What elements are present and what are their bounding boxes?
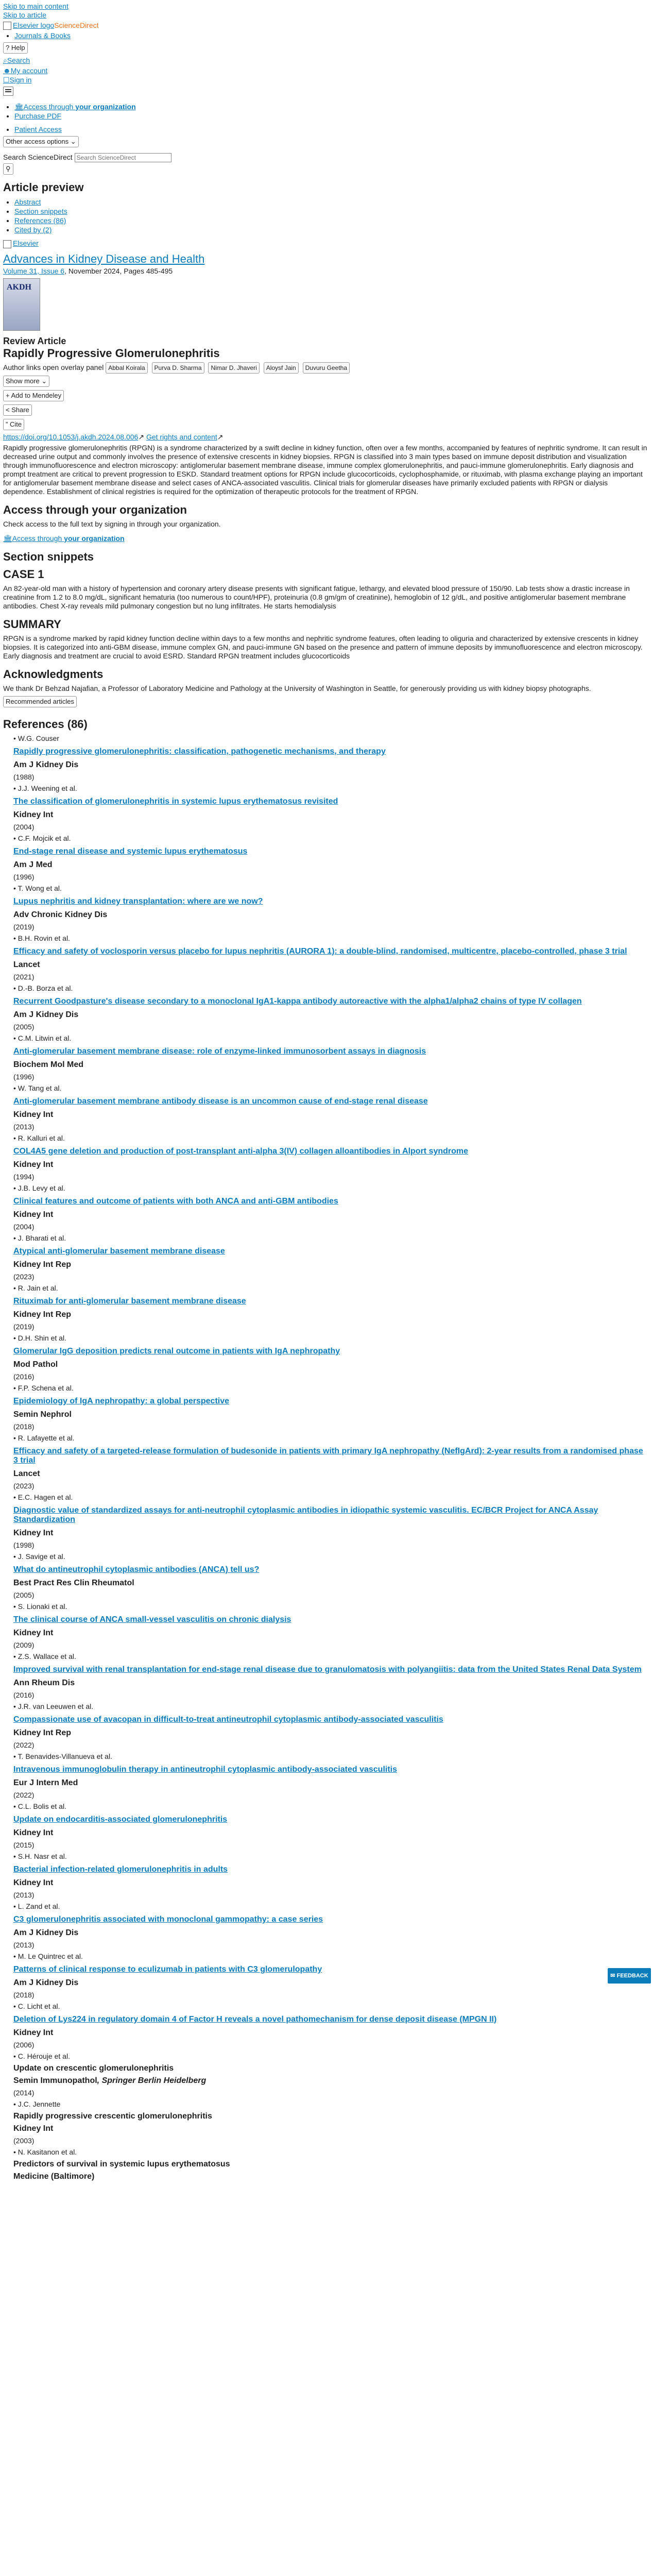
- reference-item: [13, 2002, 650, 2049]
- cite-row: [3, 418, 650, 431]
- reference-journal: [13, 2124, 650, 2133]
- reference-item: [13, 1602, 650, 1649]
- reference-title-link[interactable]: Clinical features and outcome of patients with both ANCA and anti-GBM antibodies: [13, 1196, 338, 1206]
- purchase-pdf-link[interactable]: Purchase PDF: [14, 112, 62, 121]
- reference-authors: • C.M. Litwin et al.: [13, 1034, 650, 1043]
- signin-label: Sign in: [9, 76, 32, 84]
- reference-journal: [13, 1310, 650, 1319]
- cite-label: Cite: [9, 420, 22, 428]
- reference-journal-name: Best Pract Res Clin Rheumatol: [13, 1578, 134, 1587]
- reference-title-link[interactable]: The clinical course of ANCA small-vessel vasculitis on chronic dialysis: [13, 1615, 291, 1624]
- reference-journal: [13, 1260, 650, 1269]
- reference-authors: • J. Savige et al.: [13, 1552, 650, 1561]
- reference-authors: • W.G. Couser: [13, 734, 650, 743]
- volume-link[interactable]: Volume 31, Issue 6: [3, 266, 65, 275]
- menu-icon[interactable]: [3, 87, 13, 96]
- skip-main-link[interactable]: Skip to main content: [3, 2, 68, 10]
- reference-title-link[interactable]: COL4A5 gene deletion and production of post-transplant anti-alpha 3(IV) collagen alloantibodies in Alport syndrome: [13, 1146, 469, 1156]
- reference-authors: • T. Benavides-Villanueva et al.: [13, 1752, 650, 1761]
- toc-references[interactable]: References (86): [14, 216, 66, 225]
- abstract-text: Rapidly progressive glomerulonephritis (RPGN) is a syndrome characterized by a swift decline in kidney function, often over a few months, accompanied by features of nephritic syndrome. It can result in decreased urine output and commonly involves the presence of extensive crescents in kidney biopsies. RPGN is classified into 3 main types based on immune deposit distribution and visualization through immunofluorescence and electron microscopy: antiglomerular basement membrane disease, immune complex glomerulonephritis, and pauci-immune glomerulonephritis. Early diagnosis and prompt treatment are critical to prevent progression to ESKD. Standard treatment options for RPGN include glucocorticoids, cyclophosphamide, or rituximab, with plasma exchange playing an important for antiglomerular basement membrane disease and select cases of ANCA-associated vasculitis. Clinical trials for glomerular diseases have primarily excluded patients with RPGN or dialysis dependence. Establishment of clinical registries is required for the optimization of therapeutic protocols for the treatment of RPGN.: [3, 443, 647, 496]
- author-chip[interactable]: Duvuru Geetha: [303, 362, 350, 374]
- access-org-row: [3, 534, 650, 543]
- reference-authors: • J.B. Levy et al.: [13, 1184, 650, 1193]
- help-row: [3, 41, 650, 55]
- reference-journal-name: Kidney Int: [13, 1528, 54, 1537]
- reference-title-link[interactable]: Compassionate use of avacopan in difficult-to-treat antineutrophil cytoplasmic antibody-associated vasculitis: [13, 1715, 443, 1724]
- search-icon: ⌕: [3, 56, 7, 65]
- reference-item: [13, 1902, 650, 1949]
- brand: [3, 21, 650, 30]
- signin-icon: ☐: [3, 76, 10, 84]
- reference-year: (1998): [13, 1540, 35, 1549]
- skip-article-link[interactable]: Skip to article: [3, 11, 47, 19]
- access-org-link[interactable]: [14, 103, 136, 111]
- reference-year: (2004): [13, 1222, 35, 1231]
- reference-journal-name: Kidney Int Rep: [13, 1260, 72, 1269]
- reference-journal-name: Biochem Mol Med: [13, 1060, 84, 1069]
- reference-journal-name: Ann Rheum Dis: [13, 1678, 75, 1687]
- reference-item: [13, 734, 650, 781]
- reference-journal: [13, 1360, 650, 1369]
- reference-journal: [13, 1878, 650, 1888]
- reference-item: [13, 1234, 650, 1281]
- doi-link[interactable]: https://doi.org/10.1053/j.akdh.2024.08.006: [3, 432, 139, 441]
- elsevier-journal-logo[interactable]: [3, 239, 39, 247]
- reference-item: [13, 1284, 650, 1331]
- reference-title-link[interactable]: Recurrent Goodpasture's disease secondary to a monoclonal IgA1-kappa antibody autoreactive with the alpha1/alpha2 chains of type IV collagen: [13, 996, 582, 1006]
- toc-snippets[interactable]: Section snippets: [14, 207, 67, 216]
- snippets-heading: Section snippets: [3, 550, 94, 563]
- article-title: Rapidly Progressive Glomerulonephritis: [3, 346, 220, 360]
- reference-item: [13, 1084, 650, 1131]
- other-access-row: [3, 135, 650, 148]
- share-label: Share: [11, 405, 29, 414]
- reference-year: (2005): [13, 1022, 35, 1031]
- reference-authors: • J.R. van Leeuwen et al.: [13, 1702, 650, 1711]
- reference-authors: • E.C. Hagen et al.: [13, 1493, 650, 1502]
- institution-icon: 🏛: [3, 534, 12, 543]
- access-org-bold: your organization: [75, 103, 136, 111]
- reference-journal-name: Semin Immunopathol: [13, 2076, 97, 2085]
- reference-journal-name: Mod Pathol: [13, 1360, 58, 1369]
- reference-journal-name: Kidney Int Rep: [13, 1310, 72, 1319]
- journal-logo: [3, 239, 650, 248]
- reference-journal: [13, 910, 650, 920]
- reference-item: [13, 2148, 650, 2181]
- plus-icon: +: [6, 391, 10, 399]
- reference-title-link[interactable]: Anti-glomerular basement membrane antibody disease is an uncommon cause of end-stage renal disease: [13, 1096, 428, 1106]
- reference-year: (1994): [13, 1172, 35, 1181]
- reference-year: (2018): [13, 1422, 35, 1431]
- account-row: [3, 66, 650, 84]
- reference-journal-name: Lancet: [13, 960, 40, 969]
- reference-year: (2019): [13, 922, 35, 931]
- reference-authors: • L. Zand et al.: [13, 1902, 650, 1911]
- reference-year: (2006): [13, 2040, 35, 2049]
- reference-journal: [13, 1778, 650, 1788]
- reference-item: [13, 1802, 650, 1849]
- skip-links: [3, 2, 650, 20]
- broken-image-icon: [3, 22, 11, 30]
- reference-journal: [13, 1928, 650, 1938]
- reference-list: [3, 734, 650, 2181]
- reference-journal: [13, 1410, 650, 1419]
- reference-item: [13, 784, 650, 831]
- reference-authors: • J.C. Jennette: [13, 2100, 650, 2109]
- author-list: [3, 362, 650, 374]
- reference-year: (2022): [13, 1740, 35, 1749]
- reference-year: (2013): [13, 1122, 35, 1131]
- reference-authors: • C. Hérouje et al.: [13, 2052, 650, 2061]
- reference-journal-name: Lancet: [13, 1469, 40, 1478]
- references-heading: References (86): [3, 717, 88, 731]
- reference-authors: • W. Tang et al.: [13, 1084, 650, 1093]
- signin-link[interactable]: [3, 76, 31, 84]
- reference-journal-name: Semin Nephrol: [13, 1410, 72, 1419]
- reference-item: [13, 1702, 650, 1749]
- journal-logo-alt: Elsevier: [13, 239, 39, 248]
- share-icon: <: [6, 405, 10, 414]
- reference-journal-name: Kidney Int: [13, 1160, 54, 1169]
- access-options: [3, 102, 650, 121]
- access-link-bold: your organization: [64, 534, 125, 543]
- author-chip[interactable]: Purva D. Sharma: [152, 362, 204, 374]
- broken-image-icon: [3, 240, 11, 248]
- search-icon: ⚲: [6, 165, 11, 173]
- reference-year: (1996): [13, 872, 35, 881]
- author-chip[interactable]: Aloysf Jain: [264, 362, 299, 374]
- acknowledgments-text: We thank Dr Behzad Najafian, a Professor of Laboratory Medicine and Pathology at the University of Washington in Seattle, for generously providing us with kidney biopsy photographs.: [3, 684, 591, 692]
- search-label: Search: [7, 56, 30, 65]
- reference-journal-name: Adv Chronic Kidney Dis: [13, 910, 108, 919]
- search-link[interactable]: [3, 56, 30, 64]
- reference-journal: [13, 1978, 650, 1988]
- reference-title-link[interactable]: Glomerular IgG deposition predicts renal outcome in patients with IgA nephropathy: [13, 1346, 340, 1355]
- toc-cited-by[interactable]: Cited by (2): [14, 226, 52, 234]
- reference-year: (2016): [13, 1690, 35, 1699]
- reference-year: (2023): [13, 1481, 35, 1490]
- mendeley-row: [3, 389, 650, 402]
- reference-item: [13, 1134, 650, 1181]
- reference-authors: • C.F. Mojcik et al.: [13, 834, 650, 843]
- reference-title-link[interactable]: Diagnostic value of standardized assays for anti-neutrophil cytoplasmic antibodies in idiopathic systemic vasculitis. EC/BCR Project for ANCA Assay Standardization: [13, 1505, 598, 1524]
- reference-year: (2023): [13, 1272, 35, 1281]
- reference-journal: [13, 1060, 650, 1070]
- reference-journal-name: Eur J Intern Med: [13, 1778, 78, 1787]
- reference-journal-name: Am J Med: [13, 860, 53, 869]
- other-access-button[interactable]: [3, 136, 79, 147]
- external-link-icon: ↗: [217, 432, 224, 441]
- reference-authors: • N. Kasitanon et al.: [13, 2148, 650, 2157]
- help-label: Help: [11, 44, 25, 52]
- reference-year: (2019): [13, 1322, 35, 1331]
- access-link-prefix: Access through: [12, 534, 64, 543]
- reference-year: (2013): [13, 1940, 35, 1949]
- reference-title: Rapidly progressive crescentic glomerulonephritis: [13, 2111, 212, 2121]
- reference-item: [13, 1952, 650, 1999]
- reference-title-link[interactable]: What do antineutrophil cytoplasmic antibodies (ANCA) tell us?: [13, 1565, 260, 1574]
- reference-authors: • F.P. Schena et al.: [13, 1384, 650, 1393]
- reference-title-link[interactable]: Efficacy and safety of voclosporin versus placebo for lupus nephritis (AURORA 1): a double-blind, randomised, multicentre, placebo-controlled, phase 3 trial: [13, 946, 627, 956]
- search-label-text: Search ScienceDirect: [3, 153, 73, 162]
- show-more-row: [3, 375, 650, 388]
- reference-item: [13, 884, 650, 931]
- patient-access-list: [3, 125, 650, 134]
- reference-year: (2016): [13, 1372, 35, 1381]
- journal-title[interactable]: Advances in Kidney Disease and Health: [3, 252, 205, 265]
- reference-year: (2015): [13, 1840, 35, 1849]
- account-link[interactable]: [3, 66, 47, 75]
- reference-title-link[interactable]: C3 glomerulonephritis associated with monoclonal gammopathy: a case series: [13, 1914, 323, 1924]
- patient-access-link[interactable]: Patient Access: [14, 125, 62, 134]
- reference-journal-name: Kidney Int: [13, 1110, 54, 1119]
- reference-journal: [13, 1110, 650, 1120]
- show-more-button[interactable]: [3, 376, 49, 387]
- reference-journal-name: Kidney Int: [13, 1878, 54, 1887]
- reference-item: [13, 1552, 650, 1599]
- reference-year: (2014): [13, 2088, 35, 2097]
- show-more-label: Show more: [6, 377, 40, 385]
- reference-journal: [13, 1828, 650, 1838]
- reference-item: [13, 1493, 650, 1549]
- reference-journal: [13, 760, 650, 770]
- reference-authors: • Z.S. Wallace et al.: [13, 1652, 650, 1661]
- reference-journal-name: Am J Kidney Dis: [13, 1928, 79, 1937]
- recommended-articles-button[interactable]: Recommended articles: [3, 696, 77, 707]
- author-chip[interactable]: Nimar D. Jhaveri: [208, 362, 259, 374]
- reference-authors: • J.J. Weening et al.: [13, 784, 650, 793]
- access-org-button[interactable]: [3, 534, 125, 543]
- reference-authors: • M. Le Quintrec et al.: [13, 1952, 650, 1961]
- reference-year: (2013): [13, 1890, 35, 1899]
- add-mendeley-label: Add to Mendeley: [11, 391, 62, 399]
- reference-item: [13, 934, 650, 981]
- recommended-row: [3, 695, 650, 708]
- reference-item: [13, 1852, 650, 1899]
- journal-cover[interactable]: [3, 278, 40, 331]
- reference-title-link[interactable]: Update on endocarditis-associated glomerulonephritis: [13, 1815, 228, 1824]
- reference-title-link[interactable]: Rituximab for anti-glomerular basement membrane disease: [13, 1296, 246, 1306]
- reference-title: Predictors of survival in systemic lupus erythematosus: [13, 2159, 230, 2168]
- menu-row: [3, 86, 650, 99]
- reference-authors: • D.-B. Borza et al.: [13, 984, 650, 993]
- doi-row: [3, 432, 650, 442]
- reference-authors: • J. Bharati et al.: [13, 1234, 650, 1243]
- preview-toc: [3, 197, 650, 234]
- reference-journal-name: Kidney Int: [13, 2124, 54, 2133]
- reference-item: [13, 1034, 650, 1081]
- access-text: Check access to the full text by signing in through your organization.: [3, 519, 221, 528]
- preview-heading: Article preview: [3, 181, 84, 194]
- reference-journal-name: Kidney Int: [13, 1828, 54, 1837]
- reference-title-link[interactable]: Lupus nephritis and kidney transplantation: where are we now?: [13, 896, 263, 906]
- top-nav: [3, 31, 650, 40]
- reference-journal: [13, 860, 650, 870]
- institution-icon: 🏛: [14, 103, 24, 111]
- reference-title-link[interactable]: Anti-glomerular basement membrane disease: role of enzyme-linked immunosorbent assays in diagnosis: [13, 1046, 426, 1056]
- reference-item: [13, 1752, 650, 1799]
- sciencedirect-logo: ScienceDirect: [54, 21, 99, 29]
- reference-year: (2022): [13, 1790, 35, 1799]
- reference-year: (2005): [13, 1590, 35, 1599]
- reference-year: (1988): [13, 772, 35, 781]
- reference-title-link[interactable]: Rapidly progressive glomerulonephritis: classification, pathogenetic mechanisms, and therapy: [13, 747, 386, 756]
- reference-authors: • B.H. Rovin et al.: [13, 934, 650, 943]
- help-button[interactable]: [3, 42, 28, 54]
- reference-item: [13, 834, 650, 881]
- external-link-icon: ↗: [138, 432, 145, 441]
- reference-year: (2003): [13, 2136, 35, 2145]
- share-row: [3, 403, 650, 417]
- author-links-label: Author links open overlay panel: [3, 363, 104, 371]
- reference-journal: [13, 2076, 650, 2086]
- feedback-button[interactable]: [608, 1968, 651, 1984]
- reference-journal: [13, 1579, 650, 1588]
- reference-year: (2018): [13, 1990, 35, 1999]
- cite-button[interactable]: [3, 419, 24, 430]
- reference-title-link[interactable]: Epidemiology of IgA nephropathy: a global perspective: [13, 1396, 230, 1405]
- reference-authors: • S. Lionaki et al.: [13, 1602, 650, 1611]
- reference-journal: [13, 1728, 650, 1738]
- reference-journal: [13, 1469, 650, 1479]
- reference-journal: [13, 1210, 650, 1219]
- article-type: Review Article: [3, 335, 66, 346]
- reference-journal: [13, 1010, 650, 1020]
- reference-item: [13, 2052, 650, 2097]
- search-form: [3, 152, 650, 176]
- access-org-prefix: Access through: [23, 103, 76, 111]
- share-button[interactable]: [3, 404, 32, 416]
- reference-journal: [13, 810, 650, 820]
- reference-authors: • R. Kalluri et al.: [13, 1134, 650, 1143]
- reference-title-link[interactable]: Patterns of clinical response to eculizumab in patients with C3 glomerulopathy: [13, 1964, 322, 1974]
- reference-title-link[interactable]: End-stage renal disease and systemic lupus erythematosus: [13, 846, 248, 856]
- reference-authors: • S.H. Nasr et al.: [13, 1852, 650, 1861]
- journal-issue: [3, 267, 650, 275]
- reference-item: [13, 2100, 650, 2145]
- reference-journal-name: Kidney Int: [13, 810, 54, 819]
- summary-text: RPGN is a syndrome marked by rapid kidney function decline within days to a few months and nephritic syndrome features, often leading to oliguria and characterized by extensive crescents in kidney biopsies. It is categorized into anti-GBM disease, immune complex GN, and pauci-immune GN based on the presence and pattern of immune deposits by immunofluorescence and electron microscopy. Early diagnosis and treatment are crucial to avoid ESRD. Standard RPGN treatment includes glucocorticoids: [3, 634, 643, 660]
- issue-date-pages: , November 2024, Pages 485-495: [64, 266, 173, 275]
- reference-title-link[interactable]: The classification of glomerulonephritis in systemic lupus erythematosus revisited: [13, 796, 338, 806]
- reference-item: [13, 1384, 650, 1431]
- reference-journal-name: Kidney Int: [13, 2028, 54, 2037]
- search-input[interactable]: [75, 153, 171, 162]
- reference-item: [13, 1652, 650, 1699]
- rights-link[interactable]: Get rights and content: [146, 432, 217, 441]
- reference-journal-name: Kidney Int: [13, 1628, 54, 1637]
- reference-item: [13, 1434, 650, 1490]
- feedback-label: FEEDBACK: [616, 1973, 648, 1979]
- acknowledgments-heading: Acknowledgments: [3, 667, 104, 681]
- author-chip[interactable]: Abbal Koirala: [106, 362, 147, 374]
- reference-year: (2021): [13, 972, 35, 981]
- reference-authors: • T. Wong et al.: [13, 884, 650, 893]
- quote-icon: ”: [6, 420, 8, 428]
- reference-title-link[interactable]: Atypical anti-glomerular basement membrane disease: [13, 1246, 225, 1256]
- chevron-down-icon: ⌄: [70, 138, 76, 146]
- reference-journal-name: Am J Kidney Dis: [13, 1010, 79, 1019]
- toc-abstract[interactable]: Abstract: [14, 198, 41, 207]
- reference-title-link[interactable]: Deletion of Lys224 in regulatory domain 4 of Factor H reveals a novel pathomechanism for dense deposit disease (MPGN II): [13, 2014, 497, 2024]
- reference-authors: • C.L. Bolis et al.: [13, 1802, 650, 1811]
- reference-authors: • D.H. Shin et al.: [13, 1334, 650, 1343]
- account-label: My account: [10, 66, 48, 75]
- reference-journal: [13, 2172, 650, 2181]
- reference-publisher: , Springer Berlin Heidelberg: [97, 2076, 207, 2085]
- reference-journal-name: Am J Kidney Dis: [13, 1978, 79, 1987]
- access-heading: Access through your organization: [3, 503, 187, 516]
- other-access-label: Other access options: [6, 138, 69, 146]
- reference-title-link[interactable]: Bacterial infection-related glomerulonephritis in adults: [13, 1865, 228, 1874]
- reference-title-link[interactable]: Intravenous immunoglobulin therapy in antineutrophil cytoplasmic antibody-associated vasculitis: [13, 1765, 398, 1774]
- chat-icon: ✉: [610, 1973, 615, 1979]
- reference-journal: [13, 1679, 650, 1688]
- elsevier-logo[interactable]: [3, 21, 54, 29]
- reference-title: Update on crescentic glomerulonephritis: [13, 2063, 174, 2073]
- reference-journal: [13, 960, 650, 970]
- case-heading: CASE 1: [3, 567, 44, 581]
- cover-text: AKDH: [7, 282, 31, 292]
- chevron-down-icon: ⌄: [41, 377, 47, 385]
- reference-journal: [13, 1160, 650, 1170]
- reference-item: [13, 984, 650, 1031]
- reference-journal-name: Am J Kidney Dis: [13, 760, 79, 769]
- reference-year: (2004): [13, 822, 35, 831]
- reference-authors: • R. Jain et al.: [13, 1284, 650, 1293]
- reference-journal-name: Medicine (Baltimore): [13, 2172, 95, 2181]
- reference-journal: [13, 2028, 650, 2038]
- reference-journal: [13, 1529, 650, 1538]
- logo-alt: Elsevier logo: [13, 21, 55, 29]
- reference-title-link[interactable]: Efficacy and safety of a targeted-release formulation of budesonide in patients with primary IgA nephropathy (NefIgArd): 2-year results from a randomised phase 3 trial: [13, 1446, 643, 1465]
- reference-item: [13, 1184, 650, 1231]
- case-text: An 82-year-old man with a history of hypertension and coronary artery disease presents with significant fatigue, lethargy, and elevated blood pressure of 150/90. Lab tests show a drastic increase in creatinine from 1.2 to 8.0 mg/dL, significant hematuria (too numerous to count/HPF), proteinuria (0.8 gm/gm of creatinine), hemoglobin of 12 g/dL, and positive antiglomerular basement membrane antibodies. Chest X-ray reveals mild pulmonary congestion but no lung infiltrates. He starts hemodialysis: [3, 584, 630, 610]
- search-row: [3, 56, 650, 65]
- reference-journal: [13, 1629, 650, 1638]
- journals-link[interactable]: Journals & Books: [14, 31, 71, 40]
- reference-title-link[interactable]: Improved survival with renal transplantation for end-stage renal disease due to granulomatosis with polyangiitis: data from the United States Renal Data System: [13, 1665, 642, 1674]
- reference-item: [13, 1334, 650, 1381]
- summary-heading: SUMMARY: [3, 617, 61, 631]
- add-mendeley-button[interactable]: [3, 390, 64, 401]
- reference-authors: • R. Lafayette et al.: [13, 1434, 650, 1443]
- reference-journal-name: Kidney Int: [13, 1210, 54, 1219]
- person-icon: ☻: [3, 66, 11, 75]
- help-icon: ?: [6, 44, 10, 52]
- reference-journal-name: Kidney Int Rep: [13, 1728, 72, 1737]
- reference-year: (2009): [13, 1640, 35, 1649]
- search-submit-button[interactable]: [3, 163, 13, 175]
- reference-authors: • C. Licht et al.: [13, 2002, 650, 2011]
- reference-year: (1996): [13, 1072, 35, 1081]
